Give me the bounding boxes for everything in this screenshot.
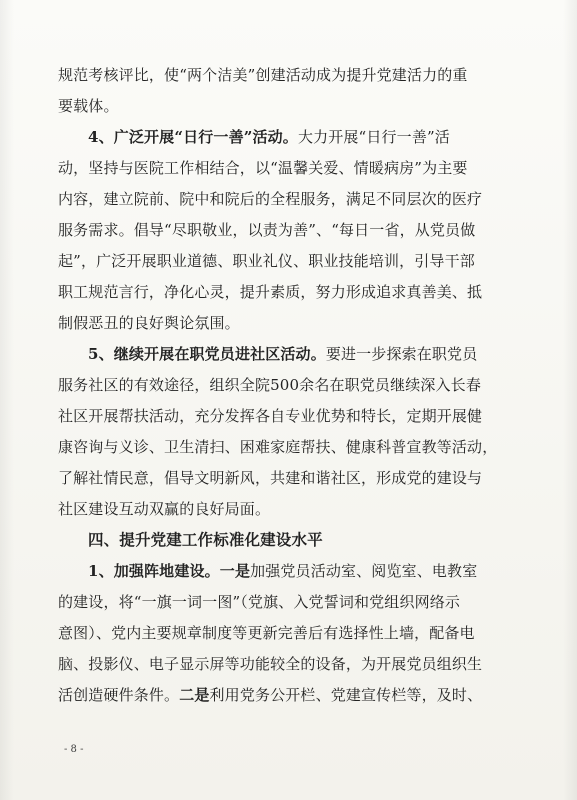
text-segment: 脑、投影仪、电子显示屏等功能较全的设备，为开展党员组织生 — [58, 655, 483, 673]
text-segment: 意图）、党内主要规章制度等更新完善后有选择性上墙，配备电 — [58, 624, 475, 642]
text-line — [58, 587, 526, 618]
section-item-heading — [58, 122, 526, 153]
text-segment: 规范考核评比，使“两个洁美”创建活动成为提升党建活力的重 — [58, 66, 468, 84]
text-line — [58, 463, 526, 494]
page-number: - 8 - — [64, 744, 84, 755]
section-title: 四、提升党建工作标准化建设水平 — [88, 531, 323, 549]
text-segment: 动，坚持与医院工作相结合，以“温馨关爱、情暖病房”为主要 — [58, 159, 468, 177]
text-line — [58, 370, 526, 401]
text-segment: 服务社区的有效途径，组织全院500余名在职党员继续深入长春 — [58, 376, 481, 394]
text-line — [58, 308, 526, 339]
text-line — [58, 494, 526, 525]
text-line — [58, 184, 526, 215]
text-segment: 要进一步探索在职党员 — [325, 345, 478, 363]
enumeration-marker: 二是 — [179, 686, 210, 704]
section-item-heading — [58, 339, 526, 370]
text-segment: 制假恶丑的良好舆论氛围。 — [58, 314, 240, 332]
section-heading — [58, 525, 526, 556]
text-line — [58, 649, 526, 680]
item-title: 1、加强阵地建设。 — [88, 562, 220, 580]
text-line — [58, 215, 526, 246]
text-segment: 要载体。 — [58, 97, 119, 115]
text-segment: 利用党务公开栏、党建宣传栏等，及时、 — [209, 686, 483, 704]
text-line — [58, 60, 526, 91]
text-segment: 社区开展帮扶活动，充分发挥各自专业优势和特长，定期开展健 — [58, 407, 483, 425]
text-line — [58, 91, 526, 122]
text-segment: 了解社情民意，倡导文明新风，共建和谐社区，形成党的建设与 — [58, 469, 483, 487]
section-item-heading — [58, 556, 526, 587]
text-segment: 康咨询与义诊、卫生清扫、困难家庭帮扶、健康科普宣教等活动， — [58, 438, 498, 456]
text-segment: 内容，建立院前、院中和院后的全程服务，满足不同层次的医疗 — [58, 190, 483, 208]
item-title: 4、广泛开展“日行一善”活动。 — [88, 128, 298, 146]
enumeration-marker: 一是 — [219, 562, 251, 580]
text-line — [58, 680, 526, 711]
text-line — [58, 153, 526, 184]
text-line — [58, 401, 526, 432]
text-segment: 活创造硬件条件。 — [58, 686, 180, 704]
body-text — [58, 60, 526, 711]
text-segment: 职工规范言行，净化心灵，提升素质，努力形成追求真善美、抵 — [58, 283, 483, 301]
text-segment: 加强党员活动室、阅览室、电教室 — [250, 562, 478, 580]
text-segment: 服务需求。倡导“尽职敬业，以责为善”、“每日一省，从党员做 — [58, 221, 476, 239]
text-segment: 大力开展“日行一善”活 — [297, 128, 450, 146]
text-line — [58, 246, 526, 277]
text-line — [58, 277, 526, 308]
text-segment: 社区建设互动双赢的良好局面。 — [58, 500, 271, 518]
text-line — [58, 432, 526, 463]
text-line — [58, 618, 526, 649]
text-segment: 的建设，将“一旗一词一图”（党旗、入党誓词和党组织网络示 — [58, 593, 461, 611]
item-title: 5、继续开展在职党员进社区活动。 — [88, 345, 326, 363]
text-segment: 起”，广泛开展职业道德、职业礼仪、职业技能培训，引导干部 — [58, 252, 475, 270]
